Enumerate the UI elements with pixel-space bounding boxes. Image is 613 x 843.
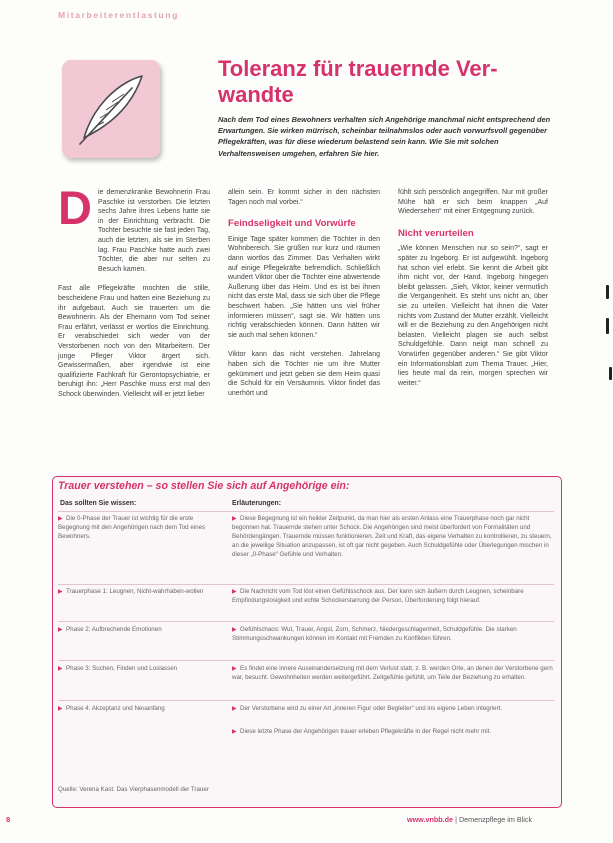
triangle-bullet-icon: ▶ xyxy=(232,589,237,595)
info-row-left: ▶ Trauerphase 1: Leugnen, Nicht-wahrhaben-wollen xyxy=(58,588,204,595)
triangle-bullet-icon: ▶ xyxy=(58,666,63,672)
info-box-right-header: Erläuterungen: xyxy=(232,500,282,507)
triangle-bullet-icon: ▶ xyxy=(58,589,63,595)
subhead-nicht-verurteilen: Nicht verurteilen xyxy=(398,227,474,239)
col2-paragraph-1: allein sein. Er kommt sicher in den nächsten Tagen noch mal vorbei.“ xyxy=(228,189,380,206)
col1-paragraph-1: ie demenzkranke Bewohnerin Frau Paschke ist verstorben. Die letzten sechs Jahre ihres Lebens hatte sie in der Einrichtung verbracht. Die Tochter besuchte sie fast jeden Tag, auch die letzten, als sie im Sterben lag. Frau Paschke hatte auch zwei Töchter, die aber nur selten zu Besuch kamen. xyxy=(97,189,210,273)
feather-logo-tile xyxy=(62,60,160,158)
title-line-1: Toleranz für trauernde Ver- xyxy=(218,56,498,81)
article-intro: Nach dem Tod eines Bewohners verhalten sich Angehörige manchmal nicht entsprechend den Erwartungen. Sie wirken mürrisch, scheinbar teilnahmslos oder auch vorwurfsvoll gegenüber Pflegekräften, was für diese wiederum belastend sein kann. Wie Sie mit solchen Verhaltensweisen umgehen, erfahren Sie hier. xyxy=(218,115,551,158)
info-row-right: ▶ Diese Begegnung ist ein heikler Zeitpunkt, da man hier als ersten Anlass eine Trauerphase noch gar nicht begonnen hat. Trauernde stehen unter Schock. Die Angehörigen sind meist überfordert von Formalitäten und Behördengängen. Trauernde müssen funktionieren. Zeit und Kraft, das eigene Verhalten zu kontrollieren, zu steuern, an die jeweilige Situation anzupassen, ist oft gar nicht gegeben. Auch Schuldgefühle oder Überlegungen mischen in dieser „0-Phase“ Gefühle und Verhalten. xyxy=(232,515,552,558)
info-row-left: ▶ Phase 3: Suchen, Finden und Loslassen xyxy=(58,665,178,672)
triangle-bullet-icon: ▶ xyxy=(58,516,63,522)
footer-credit xyxy=(407,815,532,824)
triangle-bullet-icon: ▶ xyxy=(232,516,237,522)
column-1 xyxy=(58,181,210,399)
info-row xyxy=(58,700,554,701)
article-title xyxy=(218,56,558,108)
col3-paragraph-1: fühlt sich persönlich angegriffen. Nur mit großer Mühe hält er sich beim knappen „Auf Wiedersehen“ mit einer Entgegnung zurück. xyxy=(398,189,548,216)
info-row xyxy=(58,584,554,585)
triangle-bullet-icon: ▶ xyxy=(232,627,237,633)
page-number: 8 xyxy=(6,815,11,824)
info-row-right: ▶ Der Verstorbene wird zu einer Art „inneren Figur oder Begleiter“ und ins eigene Leben integriert. xyxy=(232,705,503,712)
triangle-bullet-icon: ▶ xyxy=(232,706,237,712)
col3-paragraph-2: „Wie können Menschen nur so sein?“, sagt er später zu Ingeborg. Er ist aufgewühlt. Ingeborg hat schon viel erlebt. Sie kennt die Arbeit gibt ihm nicht vor, der Hand. Ingeborg hingegen bleibt gelassen. „Sieh, Viktor, keiner vermutlich die Vergangenheit. Es steht uns nicht an, über sie zu urteilen. Vielleicht hat ihnen die Vater nichts vom Zustand der Mutter erzählt. Vielleicht will er die Beziehung zu den Angehörigen nicht belasten. Vielleicht plagen sie auch selbst Schuldgefühle. Dann neigt man schnell zu Vorwürfen gegenüber anderen.“ Sie gibt Viktor ein Informationsblatt zum Thema Trauer. „Hier, lies heute mal da rein, morgen sprechen wir weiter.“ xyxy=(398,245,548,387)
info-row-right: ▶ Die Nachricht vom Tod löst einen Gefühlsschock aus. Der kann sich äußern durch Leugnen, scheinbare Empfindungslosigkeit und echte Schockerstarrung der Person, Überforderung folgt hierauf. xyxy=(232,588,524,604)
info-row-left: ▶ Die 0-Phase der Trauer ist wichtig für die erste Begegnung mit den Angehörigen nach dem Tod eines Bewohners. xyxy=(58,515,206,540)
margin-mark xyxy=(606,318,609,334)
title-line-2: wandte xyxy=(218,82,294,107)
column-3 xyxy=(398,188,548,388)
drop-cap: D xyxy=(58,181,92,234)
info-row-left: ▶ Phase 2: Aufbrechende Emotionen xyxy=(58,626,162,633)
feather-icon xyxy=(62,60,160,158)
col1-paragraph-2: Fast alle Pflegekräfte mochten die stille, bescheidene Frau und hatten eine Beziehung zu ihr aufgebaut. Auch sie trauerten um die Bewohnerin. Als der Ehemann vom Tod seiner Frau erfährt, verlässt er wortlos die Einrichtung. Er verabschiedet sich weder von der Verstorbenen noch von den Mitarbeitern. Der junge Pfleger Viktor ärgert sich. Gewissermaßen, aber irgendwie ist eine qualifizierte Fachkraft für Gerontopsychiatrie, er beruhigt ihn: „Herr Paschke muss erst mal den Schock überwinden. Vielleicht will er jetzt lieber xyxy=(58,285,210,398)
col2-paragraph-3: Viktor kann das nicht verstehen. Jahrelang haben sich die Töchter nie um ihre Mutter gekümmert und jetzt geben sie dem Heim quasi die Schuld für ein Versäumnis. Viktor findet das unerhört und xyxy=(228,351,380,397)
info-row xyxy=(58,660,554,661)
info-row-left: ▶ Phase 4: Akzeptanz und Neuanfang xyxy=(58,705,165,712)
column-2 xyxy=(228,188,380,398)
info-box-source: Quelle: Verena Kast: Das Vierphasenmodell der Trauer xyxy=(58,786,209,793)
triangle-bullet-icon: ▶ xyxy=(58,627,63,633)
footer-website[interactable]: www.vnbb.de xyxy=(407,815,454,824)
margin-mark xyxy=(609,367,612,380)
subhead-feindseligkeit: Feindseligkeit und Vorwürfe xyxy=(228,218,356,230)
info-box-title: Trauer verstehen – so stellen Sie sich auf Angehörige ein: xyxy=(58,480,350,492)
section-kicker: Mitarbeiterentlastung xyxy=(58,10,179,20)
info-row-right: ▶ Gefühlschaos: Wut, Trauer, Angst, Zorn, Schmerz, Niedergeschlagenheit, Schuldgefühle. Die starken Stimmungsschwankungen können im Kontakt mit Fremden zu Konflikten führen. xyxy=(232,626,517,642)
triangle-bullet-icon: ▶ xyxy=(58,706,63,712)
info-row-right-2: ▶ Diese letzte Phase der Angehörigen trauer erleben Pflegekräfte in der Regel nicht mehr mit. xyxy=(232,728,492,735)
info-row-right: ▶ Es findet eine innere Auseinandersetzung mit dem Verlust statt, z. B. werden Orte, an denen der Verstorbene gern war, besucht. Gewohnheiten werden weitergeführt. Zeitgefühle gefühlt, um Teile der Beziehung zu erhalten. xyxy=(232,665,553,681)
triangle-bullet-icon: ▶ xyxy=(232,729,237,735)
margin-mark xyxy=(606,285,609,299)
footer-divider: | xyxy=(455,815,459,824)
info-box-left-header: Das sollten Sie wissen: xyxy=(60,500,137,507)
info-row xyxy=(58,511,554,512)
info-row xyxy=(58,621,554,622)
footer-publication: Demenzpflege im Blick xyxy=(458,815,533,824)
col2-paragraph-2: Einige Tage später kommen die Töchter in den Wohnbereich. Sie grüßen nur kurz und räumen dann wortlos das Zimmer. Das Verhalten wirkt auf einige Pflegekräfte befremdlich. Schließlich wundert Viktor über die Töchter eine abwertende Äußerung über das Heim. Und es ist bei ihnen nicht das erste Mal, dass sie sich über die Pflege beschwert haben. „Sie hätten uns viel früher informieren müssen“, sagt sie. Wir hätten uns richtig verabschieden können. Dann hätten wir sie auch mal sehen können.“ xyxy=(228,235,380,339)
triangle-bullet-icon: ▶ xyxy=(232,666,237,672)
